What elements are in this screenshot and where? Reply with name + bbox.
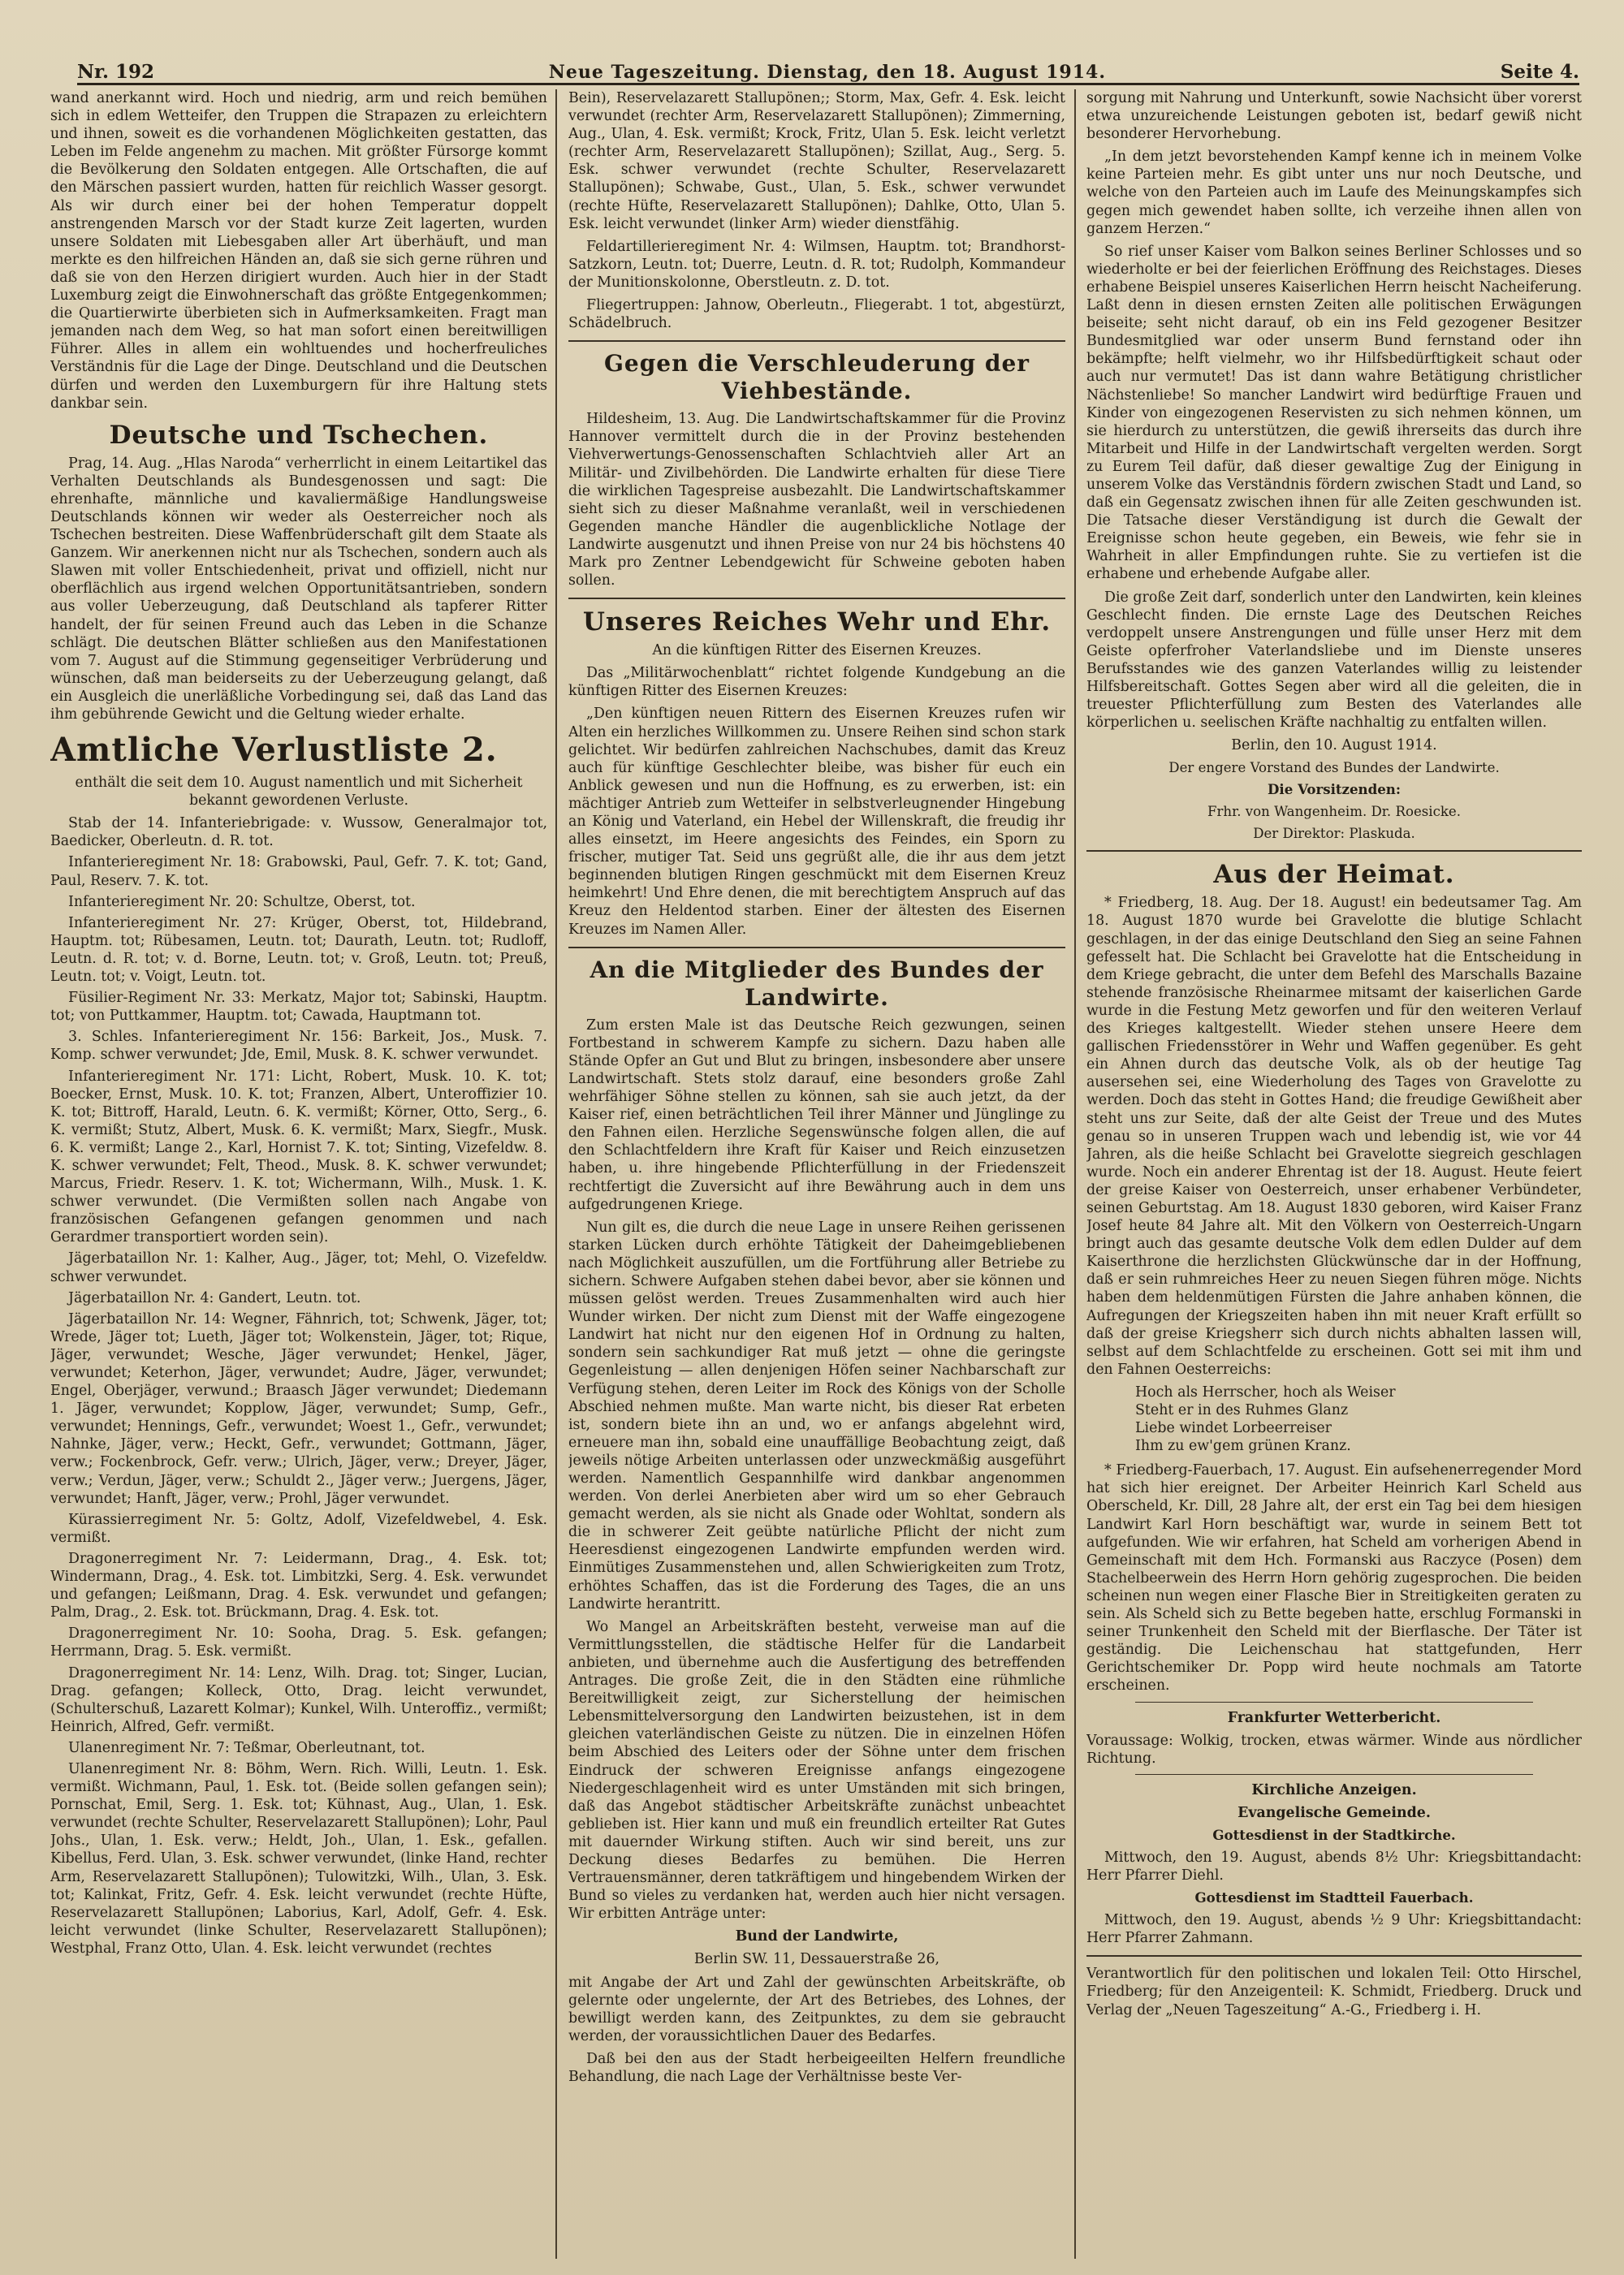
verlust-entry: Infanterieregiment Nr. 20: Schultze, Oberst, tot. — [68, 893, 416, 910]
section-divider — [1086, 1955, 1582, 1957]
bund-dateline: Berlin, den 10. August 1914. — [1231, 737, 1437, 754]
verlust-entry: Jägerbataillon Nr. 1: Kalher, Aug., Jäger, tot; Mehl, O. Vizefeldw. schwer verwundet. — [50, 1250, 547, 1285]
verlust-entry: Ulanenregiment Nr. 7: Teßmar, Oberleutnant, tot. — [68, 1739, 425, 1756]
verlust-entry: Infanterieregiment Nr. 27: Krüger, Oberst, tot, Hildebrand, Hauptm. tot; Rübesamen, Leutn. tot; Daurath, Leutn. tot; Rudloff, Leutn. d. R. tot; v. d. Borne, Leutn. tot; v. Groß, Leutn. tot; Preuß, Leutn. tot; v. Voigt, Leutn. tot. — [50, 914, 547, 986]
verlust-entry: Kürassierregiment Nr. 5: Goltz, Adolf, Vizefeldwebel, 4. Esk. vermißt. — [50, 1511, 547, 1546]
kirche-subheading-2: Gottesdienst im Stadtteil Fauerbach. — [1194, 1889, 1474, 1906]
impressum: Verantwortlich für den politischen und lokalen Teil: Otto Hirschel, Friedberg; für den Anzeigenteil: K. Schmidt, Friedberg. Druck und Verlag der „Neuen Tageszeitung“ A.-G., Friedberg i. H. — [1086, 1966, 1582, 2018]
poem-line: Liebe windet Lorbeerreiser — [1135, 1420, 1332, 1437]
section-divider — [568, 598, 1065, 599]
column-2 — [568, 89, 1065, 2259]
poem-line: Hoch als Herrscher, hoch als Weiser — [1135, 1384, 1396, 1401]
bund-continued: sorgung mit Nahrung und Unterkunft, sowie Nachsicht über vorerst etwa unzureichende Leistungen geboten ist, bedarf gewiß nicht besonderer Hervorhebung. — [1086, 90, 1582, 143]
bund-headline: An die Mitglieder des Bundes der Landwirte. — [590, 956, 1044, 1011]
wehr-text-1: Das „Militärwochenblatt“ richtet folgende Kundgebung an die künftigen Ritter des Eisernen Kreuzes: — [568, 665, 1065, 700]
poem-line: Ihm zu ew'gem grünen Kranz. — [1135, 1438, 1351, 1455]
verlust-entry: Füsilier-Regiment Nr. 33: Merkatz, Major tot; Sabinski, Hauptm. tot; von Puttkammer, Hauptm. tot; Cawada, Hauptmann tot. — [50, 990, 547, 1025]
kirche-text-1: Mittwoch, den 19. August, abends 8½ Uhr: Kriegsbittandacht: Herr Pfarrer Diehl. — [1086, 1849, 1582, 1884]
luxemburg-article-end: wand anerkannt wird. Hoch und niedrig, arm und reich bemühen sich in edlem Wetteifer, den Truppen die Strapazen zu erleichtern und ihnen, soweit es die vorhandenen Möglichkeiten gestatten, das Leben im Felde angenehm zu machen. Mit größter Fürsorge kommt die Bevölkerung den Soldaten entgegen. Alle Ortschaften, die auf den Märschen passiert wurden, hatten für reichlich Wasser gesorgt. Als wir durch einer bei der hohen Temperatur doppelt anstrengenden Marsch vor der Stadt kurze Zeit lagerten, wurden unsere Soldaten mit Liebesgaben aller Art überhäuft, und man merkte es den hilfreichen Händen an, daß sie sich gerne rühren und daß sie von den Herzen dirigiert wurden. Auch hier in der Stadt Luxemburg zeigt die Einwohnerschaft das größte Entgegenkommen; die Quartierwirte überbieten sich in Aufmerksamkeiten. Fragt man jemanden nach dem Weg, so hat man sofort einen bereitwilligen Führer. Alles in allem ein wohltuendes und hocherfreuliches Verständnis für die Lage der Dinge. Deutschland und die Deutschen dürfen und werden den Luxemburgern für ihre Haltung stets dankbar sein. — [50, 90, 547, 412]
section-divider — [1135, 1702, 1533, 1703]
column-1 — [50, 89, 547, 2259]
tschechen-headline: Deutsche und Tschechen. — [109, 420, 489, 450]
tschechen-text: Prag, 14. Aug. „Hlas Naroda“ verherrlicht in einem Leitartikel das Verhalten Deutschlands als Bundesgenossen und sagt: Die ehrenhafte, männliche und kavaliermäßige Handlungsweise Deutschlands können wir weder als Oesterreicher noch als Tschechen bestreiten. Diese Waffenbrüderschaft gilt dem Staate als Ganzem. Wir anerkennen nicht nur als Tschechen, sondern auch als Slawen mit voller Entschiedenheit, privat und offiziell, nicht nur oberflächlich aus irgend welchen Opportunitätsantrieben, sondern aus voller Ueberzeugung, daß Deutschland als tapferer Ritter handelt, der für seinen Freund auch das Leben in die Schanze schlägt. Die deutschen Blätter schließen aus den Manifestationen vom 7. August auf die Stimmung gegenseitiger Verbrüderung und wünschen, daß man beiderseits zu der Ueberzeugung gelangt, daß ein Ausgleich die unerläßliche Vorbedingung sei, daß das Land das ihm gebührende Gewicht und die Geltung wieder erhalte. — [50, 455, 547, 723]
kirche-subheading-1: Gottesdienst in der Stadtkirche. — [1212, 1826, 1456, 1843]
bund-text-1: Zum ersten Male ist das Deutsche Reich gezwungen, seinen Fortbestand in schwerem Kampfe zu sichern. Dazu haben alle Stände Opfer an Gut und Blut zu bringen, insbesondere aber unsere Landwirtschaft. Stets stolz darauf, eine besonders große Zahl wehrfähiger Söhne stellen zu können, sah sie auch jetzt, da der Kaiser rief, einen beträchtlichen Teil ihrer Männer und Jünglinge zu den Fahnen eilen. Herzliche Segenswünsche folgen allen, die auf den Schlachtfeldern ihre Kraft für Kaiser und Reich einzusetzen haben, u. ihre hingebende Pflichterfüllung in der Friedenszeit rechtfertigt die Zuversicht auf ihre Bewährung auch in dem uns aufgedrungenen Kriege. — [568, 1017, 1065, 1213]
bund-text-2: Nun gilt es, die durch die neue Lage in unsere Reihen gerissenen starken Lücken durch erhöhte Tätigkeit der Daheimgebliebenen nach Möglichkeit auszufüllen, um die Fortführung aller Betriebe zu sichern. Schwere Aufgaben stehen dabei bevor, aber sie können und müssen gelöst werden. Treues Zusammenhalten wird auch hier Wunder wirken. Der nicht zum Dienst mit der Waffe eingezogene Landwirt hat nicht nur den eigenen Hof in Ordnung zu halten, sondern sein sachkundiger Rat muß jetzt — ohne die geringste Gegenleistung — allen denjenigen Höfen seiner Nachbarschaft zur Verfügung stehen, deren Leiter im Rock des Königs von der Scholle Abschied nehmen mußte. Man warte nicht, bis dieser Rat erbeten ist, sondern biete ihn an und, wo er anfangs abgelehnt wird, erneuere man ihn, sobald eine unauffällige Beobachtung zeigt, daß jeweils nötige Arbeiten unterlassen oder unzweckmäßig ausgeführt werden. Namentlich Gespannhilfe wird dankbar angenommen werden. Von derlei Anerbieten aber wird um so eher Gebrauch gemacht werden, als sie nicht als Gnade oder Wohltat, sondern als die in schwerer Zeit geübte natürliche Pflicht der nicht zum Heeresdienst eingezogenen Landwirte empfunden werden wird. Einmütiges Zusammenstehen und, allen Schwierigkeiten zum Trotz, erhöhtes Schaffen, das ist die Forderung des Tages, die an uns Landwirte herantritt. — [568, 1219, 1065, 1612]
bund-text-6: So rief unser Kaiser vom Balkon seines Berliner Schlosses und so wiederholte er bei der feierlichen Eröffnung des Reichstages. Dieses erhabene Beispiel unseres Kaiserlichen Herrn heischt Nacheiferung. Laßt denn in diesen ernsten Zeiten alle politischen Erwägungen beiseite; seht nicht darauf, ob ein ins Feld gezogener Besitzer Bundesmitglied war oder unserm Bund fernstand oder ihn bekämpfte; helft vielmehr, wo ihr Hilfsbedürftigkeit schaut oder auch nur vermutet! Das ist dann wahre Betätigung christlicher Nächstenliebe! So mancher Landwirt wird bedürftige Frauen und Kinder von eingezogenen Reservisten zu sich nehmen können, um sie hierdurch zu unterstützen, die gewiß ihrerseits das durch ihre Mitarbeit und Hilfe in der Landwirtschaft vergelten werden. Sorgt zu Eurem Teil dafür, daß dieser gewaltige Zug der Einigung in unserem Volke das Verständnis fördern zwischen Stadt und Land, so daß ein Gegensatz zwischen ihnen für alle Zeiten geschwunden ist. Die Tatsache dieser Verständigung ist durch die Gewalt der Ereignisse schon heute gegeben, ein Beweis, wie fehr sie in Wahrheit in aller Empfindungen ruhte. Sie zu vertiefen ist die erhabene und erhebende Aufgabe aller. — [1086, 243, 1582, 583]
verlustliste-intro: enthält die seit dem 10. August namentlich und mit Sicherheit bekannt gewordenen Verluste. — [75, 775, 523, 809]
issue-number: Nr. 192 — [77, 61, 155, 83]
verlust-entry: Dragonerregiment Nr. 7: Leidermann, Drag., 4. Esk. tot; Windermann, Drag., 4. Esk. tot. Limbitzki, Serg. 4. Esk. verwundet und gefangen; Leißmann, Drag. 4. Esk. verwundet und gefangen; Palm, Drag., 2. Esk. tot. Brückmann, Drag. 4. Esk. tot. — [50, 1550, 547, 1621]
verlust-feldartillerie: Feldartillerieregiment Nr. 4: Wilmsen, Hauptm. tot; Brandhorst-Satzkorn, Leutn. tot; Duerre, Leutn. d. R. tot; Rudolph, Kommandeur der Munitionskolonne, Oberstleutn. z. D. tot. — [568, 238, 1065, 291]
column-3 — [1086, 89, 1582, 2259]
heimat-headline: Aus der Heimat. — [1213, 860, 1455, 890]
verlust-entry: 3. Schles. Infanterieregiment Nr. 156: Barkeit, Jos., Musk. 7. Komp. schwer verwundet; Jde, Emil, Musk. 8. K. schwer verwundet. — [50, 1029, 547, 1064]
kirche-gemeinde: Evangelische Gemeinde. — [1237, 1804, 1431, 1821]
kaiser-quote: „In dem jetzt bevorstehenden Kampf kenne ich in meinem Volke keine Parteien mehr. Es gibt unter uns nur noch Deutsche, und welche von den Parteien auch im Laufe des Meinungskampfes sich gegen mich gewendet haben sollte, ich verzeihe ihnen allen von ganzem Herzen.“ — [1086, 149, 1582, 237]
kirche-headline: Kirchliche Anzeigen. — [1251, 1781, 1417, 1798]
section-divider — [1135, 1774, 1533, 1775]
column-rule-1 — [555, 89, 557, 2259]
verlust-entry: Dragonerregiment Nr. 14: Lenz, Wilh. Drag. tot; Singer, Lucian, Drag. gefangen; Kolleck, Otto, Drag. leicht verwundet, (Schulterschuß, Lazarett Kolmar); Kunkel, Wilh. Unteroffiz., vermißt; Heinrich, Alfred, Gefr. vermißt. — [50, 1664, 547, 1735]
verlust-entry: Dragonerregiment Nr. 10: Sooha, Drag. 5. Esk. gefangen; Herrmann, Drag. 5. Esk. vermißt. — [50, 1625, 547, 1660]
bund-text-5: Daß bei den aus der Stadt herbeigeeilten Helfern freundliche Behandlung, die nach Lage der Verhältnisse beste Ver- — [568, 2050, 1065, 2085]
page-number: Seite 4. — [1500, 61, 1579, 83]
verlust-entry: Infanterieregiment Nr. 171: Licht, Robert, Musk. 10. K. tot; Boecker, Ernst, Musk. 10. K. tot; Franzen, Albert, Unteroffizier 10. K. tot; Bittroff, Harald, Leutn. 6. K. vermißt; Körner, Otto, Serg., 6. K. vermißt; Stutz, Albert, Musk. 6. K. vermißt; Marx, Siegfr., Musk. 6. K. vermißt; Lange 2., Karl, Hornist 7. K. tot; Sinting, Vizefeldw. 8. K. schwer verwundet; Felt, Theod., Musk. 8. K. schwer verwundet; Marcus, Friedr. Reserv. 1. K. tot; Wichermann, Wilh., Musk. 1. K. schwer verwundet. (Die Vermißten sollen nach Angabe von französischen Gefangenen gefangen genommen und nach Gerardmer transportiert worden sein). — [50, 1068, 547, 1246]
bund-address-name: Bund der Landwirte, — [735, 1928, 899, 1945]
heimat-fauerbach-text: * Friedberg-Fauerbach, 17. August. Ein aufsehenerregender Mord hat sich hier ereignet. Der Arbeiter Heinrich Karl Scheld aus Oberscheld, Kr. Dill, 28 Jahre alt, der erst ein Tag bei dem hiesigen Landwirt Karl Horn beschäftigt war, wurde in seinem Bett tot aufgefunden. Wie wir erfahren, hat Scheld am vorherigen Abend in Gemeinschaft mit dem Hch. Formanski aus Raczyce (Posen) dem Stachelbeerwein des Herrn Horn gehörig zugesprochen. Die beiden scheinen nun wegen einer Flasche Bier in Streitigkeiten geraten zu sein. Als Scheld sich zu Bette begeben hatte, erschlug Formanski in seiner Trunkenheit den Scheld mit der Bierflasche. Der Täter ist geständig. Die Leichenschau hat stattgefunden, Herr Gerichtschemiker Dr. Popp wird heute nochmals am Tatorte erscheinen. — [1086, 1462, 1582, 1694]
viehbestaende-text: Hildesheim, 13. Aug. Die Landwirtschaftskammer für die Provinz Hannover vermittelt durch die in der Provinz bestehenden Viehverwertungs-Genossenschaften Schlachtvieh aller Art an Militär- und Zivilbehörden. Die Landwirte erhalten für diese Tiere die wirklichen Tagespreise ausbezahlt. Die Landwirtschaftskammer sieht sich zu dieser Maßnahme veranlaßt, weil in verschiedenen Gegenden manche Händler die augenblickliche Notlage der Landwirte ausgenutzt und ihnen Preise von nur 24 bis höchstens 40 Mark pro Zentner Lebendgewicht für Schweine geboten haben sollen. — [568, 411, 1065, 589]
viehbestaende-headline: Gegen die Verschleuderung der Viehbestände. — [603, 350, 1030, 405]
bund-text-7: Die große Zeit darf, sonderlich unter den Landwirten, kein kleines Geschlecht finden. Die ernste Lage des Deutschen Reiches verdoppelt unsere Anstrengungen und fülle unser Herz mit dem Geiste opferfroher Vaterlandsliebe und im Dienste unseres Berufsstandes wie des ganzen Vaterlandes willig zu leistender Hilfsbereitschaft. Gottes Segen aber wird all die geleiten, die in treuester Pflichterfüllung zum Besten des Vaterlandes alle körperlichen u. seelischen Kräfte nachhaltig zu entfalten willen. — [1086, 589, 1582, 732]
verlust-entry: Jägerbataillon Nr. 14: Wegner, Fähnrich, tot; Schwenk, Jäger, tot; Wrede, Jäger tot; Lueth, Jäger tot; Wolkenstein, Jäger, tot; Rique, Jäger, verwundet; Wesche, Jäger verwundet; Henkel, Jäger, verwundet; Keterhon, Jäger, verwundet; Audre, Jäger, verwundet; Engel, Oberjäger, verwund.; Braasch Jäger verwundet; Diedemann 1. Jäger, verwundet; Kopplow, Jäger, verwundet; Sump, Gefr., verwundet; Hennings, Gefr., verwundet; Woest 1., Gefr., verwundet; Nahnke, Jäger, verw.; Heckt, Gefr., verwundet; Gottmann, Jäger, verw.; Fockenbrock, Gefr. verw.; Ulrich, Jäger, verw.; Dreyer, Jäger, verw.; Verdun, Jäger, verw.; Schuldt 2., Jäger verw.; Juergens, Jäger, verwundet; Hanft, Jäger, verw.; Prohl, Jäger verwundet. — [50, 1310, 547, 1507]
bund-address-street: Berlin SW. 11, Dessauerstraße 26, — [693, 1951, 940, 1968]
section-divider — [1086, 850, 1582, 852]
wehr-subheadline: An die künftigen Ritter des Eisernen Kreuzes. — [652, 642, 982, 659]
verlustliste-headline: Amtliche Verlustliste 2. — [50, 731, 498, 770]
bund-signature-director: Der Direktor: Plaskuda. — [1253, 826, 1415, 842]
wehr-text-2: „Den künftigen neuen Rittern des Eisernen Kreuzes rufen wir Alten ein herzliches Willkommen zu. Unsere Reihen sind schon stark gelichtet. Wir bedürfen zahlreichen Nachschubes, damit das Kreuz auch für künftige Geschlechter bleibe, was bisher für euch ein Anblick gewesen und nun die Hoffnung, es zu erwerben, ist: ein mächtiger Antrieb zum Wetteifer in selbstverleugnender Hingebung an König und Vaterland, ein Hebel der Willenskraft, die freudig ihr alles einsetzt, im Heere angesichts des Feindes, ein Sporn zu frischer, mutiger Tat. Seid uns gegrüßt alle, die ihr aus dem jetzt beginnenden blutigen Ringen geschmückt mit dem Eisernen Kreuz heimkehrt! Und Ehre denen, die mit berechtigtem Anspruch auf das Kreuz den Heldentod starben. Einer der ältesten des Eisernen Kreuzes im Namen Aller. — [568, 706, 1065, 938]
verlust-entry: Jägerbataillon Nr. 4: Gandert, Leutn. tot. — [68, 1289, 361, 1306]
bund-text-3: Wo Mangel an Arbeitskräften besteht, verweise man auf die Vermittlungsstellen, die städtische Helfer für die Landarbeit anbieten, und übernehme auch die Ausfertigung des betreffenden Antrages. Die große Zeit, die in den Städten eine rühmliche Bereitwilligkeit zeigt, zur Sicherstellung der heimischen Lebensmittelversorgung den Landwirten beizustehen, ist in dem gleichen vaterländischen Geiste zu nützen. Die in einzelnen Höfen beim Abschied des Leiters oder der Söhne unter dem frischen Eindruck der schweren Ereignisse anfangs eingezogene Niedergeschlagenheit wird es unter Umständen mit sich bringen, daß das Angebot städtischer Arbeitskräfte zunächst unbeachtet geblieben ist. Hier kann und muß ein freundlich erteilter Rat Gutes mit dauernder Wirkung stiften. Auch wir sind bereit, uns zur Deckung dieses Bedarfes zu bemühen. Die Herren Vertrauensmänner, deren tatkräftigem und hingebendem Wirken der Bund so vieles zu verdanken hat, werden auch hier nicht versagen. Wir erbitten Anträge unter: — [568, 1618, 1065, 1923]
section-divider — [568, 947, 1065, 948]
masthead — [77, 32, 1579, 85]
verlust-entry: Infanterieregiment Nr. 18: Grabowski, Paul, Gefr. 7. K. tot; Gand, Paul, Reserv. 7. K. tot. — [50, 854, 547, 889]
verlust-continued: Bein), Reservelazarett Stallupönen;; Storm, Max, Gefr. 4. Esk. leicht verwundet (rechter Arm, Reservelazarett Stallupönen); Zimmerning, Aug., Ulan, 4. Esk. vermißt; Krock, Fritz, Ulan 5. Esk. leicht verletzt (rechter Arm, Reservelazarett Stallupönen); Szillat, Aug., Serg. 5. Esk. schwer verwundet (rechte Schulter, Reservelazarett Stallupönen); Schwabe, Gust., Ulan, 5. Esk., schwer verwundet (rechte Hüfte, Reservelazarett Stallupönen); Dahlke, Otto, Ulan 5. Esk. leicht verwundet (linker Arm) wieder dienstfähig. — [568, 90, 1065, 232]
newspaper-title-date: Neue Tageszeitung. Dienstag, den 18. August 1914. — [548, 62, 1106, 83]
poem — [1086, 1384, 1582, 1455]
verlust-entry: Ulanenregiment Nr. 8: Böhm, Wern. Rich. Willi, Leutn. 1. Esk. vermißt. Wichmann, Paul, 1. Esk. tot. (Beide sollen gefangen sein); Pornschat, Emil, Serg. 1. Esk. tot; Kühnast, Aug., Ulan, 1. Esk. verwundet (rechte Schulter, Reservelazarett Stallupönen); Lohr, Paul Johs., Ulan, 1. Esk. verw.; Heldt, Joh., Ulan, 1. Esk., gefallen. Kibellus, Ferd. Ulan, 3. Esk. schwer verwundet, (linke Hand, rechter Arm, Reservelazarett Stallupönen); Tulowitzki, Wilh., Ulan, 3. Esk. tot; Kalinkat, Fritz, Gefr. 4. Esk. leicht verwundet (rechte Hüfte, Reservelazarett Stallupönen; Laborius, Karl, Adolf, Gefr. 4. Esk. leicht verwundet (linke Schulter, Reservelazarett Stallupönen); Westphal, Franz Otto, Ulan. 4. Esk. leicht verwundet (rechtes — [50, 1760, 547, 1957]
wehr-headline: Unseres Reiches Wehr und Ehr. — [582, 607, 1052, 637]
column-rule-2 — [1074, 89, 1076, 2259]
wetter-headline: Frankfurter Wetterbericht. — [1227, 1709, 1441, 1726]
verlust-entry: Stab der 14. Infanteriebrigade: v. Wussow, Generalmajor tot, Baedicker, Oberleutn. d. R. tot. — [50, 815, 547, 850]
heimat-friedberg-text: * Friedberg, 18. Aug. Der 18. August! ein bedeutsamer Tag. Am 18. August 1870 wurde bei Gravelotte die blutige Schlacht geschlagen, in der das einige Deutschland den Sieg an seine Fahnen gefesselt hat. Die Schlacht bei Gravelotte hat die Entscheidung in dem Kriege gebracht, die unter dem Befehl des Marschalls Bazaine stehende französische Rheinarmee mitsamt der kaiserlichen Garde wurde in die Festung Metz geworfen und für den weiteren Verlauf des Krieges kaltgestellt. Wieder stehen unsere Heere dem gallischen Friedensstörer in Wehr und Waffen gegenüber. Es geht ein Ahnen durch das deutsche Volk, als ob der heutige Tag ausersehen sei, eine Wiederholung des Tages von Gravelotte zu werden. Doch das steht in Gottes Hand; die freudige Gewißheit aber steht uns zur Seite, daß der alte Geist der Treue und des Mutes genau so in unseren Truppen wach und lebendig ist, wie vor 44 Jahren, als die heiße Schlacht bei Gravelotte siegreich geschlagen wurde. Noch ein anderer Ehrentag ist der 18. August. Heute feiert der greise Kaiser von Oesterreich, unser erhabener Verbündeter, seinen Geburtstag. Am 18. August 1830 geboren, wird Kaiser Franz Josef heute 84 Jahre alt. Mit den Völkern von Oesterreich-Ungarn bringt auch das gesamte deutsche Volk dem edlen Dulder auf dem Kaiserthrone die herzlichsten Glückwünsche dar in der Hoffnung, daß er sein ruhmreiches Heer zu neuen Siegen führen möge. Nichts haben dem heldenmütigen Fürsten die Jahre anhaben können, die Aufregungen der Kriegszeiten haben ihn mit neuer Kraft erfüllt so daß der greise Kriegsherr sich durch nichts abhalten lassen will, selbst auf dem Schlachtfelde zu erscheinen. Gott sei mit ihm und den Fahnen Oesterreichs: — [1086, 895, 1582, 1378]
section-divider — [568, 340, 1065, 342]
kirche-text-2: Mittwoch, den 19. August, abends ½ 9 Uhr: Kriegsbittandacht: Herr Pfarrer Zahmann. — [1086, 1912, 1582, 1947]
bund-signature-board: Der engere Vorstand des Bundes der Landwirte. — [1168, 760, 1500, 776]
bund-signature-label: Die Vorsitzenden: — [1268, 781, 1401, 798]
bund-text-4: mit Angabe der Art und Zahl der gewünschten Arbeitskräfte, ob gelernte oder ungelernte, der Art des Betriebes, des Lohnes, der bewilligt werden kann, des Zeitpunktes, zu dem sie gebraucht werden, der voraussichtlichen Dauer des Bedarfes. — [568, 1974, 1065, 2044]
verlust-flieger: Fliegertruppen: Jahnow, Oberleutn., Fliegerabt. 1 tot, abgestürzt, Schädelbruch. — [568, 297, 1065, 332]
wetter-text: Voraussage: Wolkig, trocken, etwas wärmer. Winde aus nördlicher Richtung. — [1086, 1732, 1582, 1767]
poem-line: Steht er in des Ruhmes Glanz — [1135, 1402, 1349, 1418]
bund-signature-names: Frhr. von Wangenheim. Dr. Roesicke. — [1207, 804, 1462, 820]
